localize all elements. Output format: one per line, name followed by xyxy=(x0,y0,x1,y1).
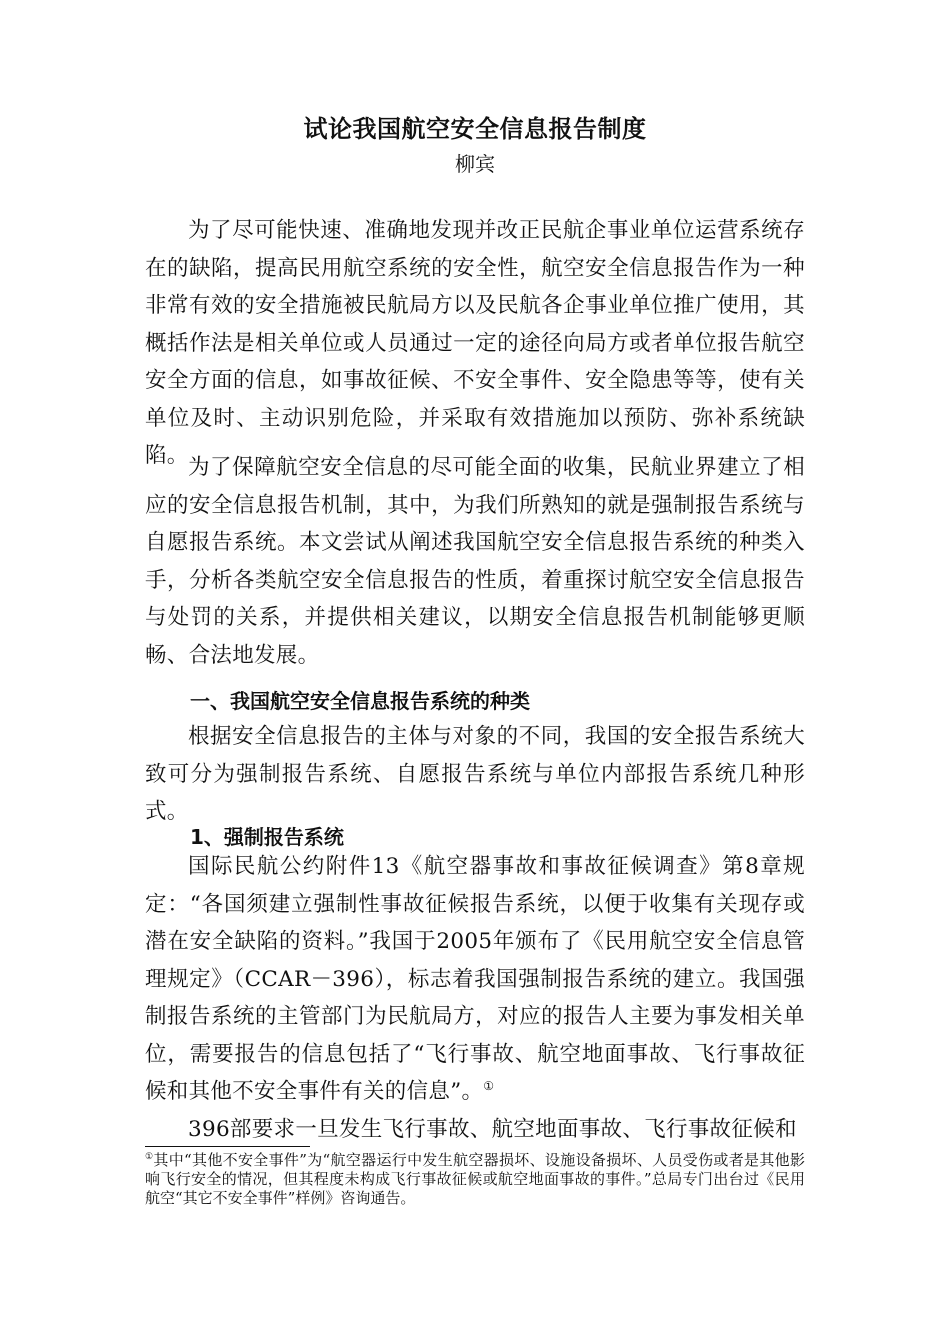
footnote-divider xyxy=(145,1146,310,1147)
subsection-heading: 1、强制报告系统 xyxy=(190,825,344,849)
section-paragraph xyxy=(145,718,805,831)
footnote-reference[interactable]: ① xyxy=(483,1078,495,1093)
paragraph-text: 为了尽可能快速、准确地发现并改正民航企事业单位运营系统存在的缺陷，提高民用航空系统的安全性，航空安全信息报告作为一种非常有效的安全措施被民航局方以及民航各企事业单位推广使用，其概括作法是相关单位或人员通过一定的途径向局方或者单位报告航空安全方面的信息，如事故征候、不安全事件、安全隐患等等，使有关单位及时、主动识别危险，并采取有效措施加以预防、弥补系统缺陷。 xyxy=(145,218,805,468)
footnote xyxy=(145,1151,805,1208)
subsection-paragraph-2: 396部要求一旦发生飞行事故、航空地面事故、飞行事故征候和 xyxy=(188,1116,797,1142)
section-heading: 一、我国航空安全信息报告系统的种类 xyxy=(190,689,530,713)
subsection-paragraph-1 xyxy=(145,848,805,1111)
subsection-paragraphs xyxy=(145,848,805,1148)
intro-paragraph-2 xyxy=(145,449,805,674)
paragraph-text: 为了保障航空安全信息的尽可能全面的收集，民航业界建立了相应的安全信息报告机制，其中，为我们所熟知的就是强制报告系统与自愿报告系统。本文尝试从阐述我国航空安全信息报告系统的种类入手，分析各类航空安全信息报告的性质，着重探讨航空安全信息报告与处罚的关系，并提供相关建议，以期安全信息报告机制能够更顺畅、合法地发展。 xyxy=(145,455,805,668)
document-title: 试论我国航空安全信息报告制度 xyxy=(303,115,647,143)
footnote-text: 其中“其他不安全事件”为“航空器运行中发生航空器损坏、设施设备损坏、人员受伤或者是其他影响飞行安全的情况，但其程度未构成飞行事故征候或航空地面事故的事件。”总局专门出台过《民用航空“其它不安全事件”样例》咨询通告。 xyxy=(145,1151,805,1207)
paragraph-text: 根据安全信息报告的主体与对象的不同，我国的安全报告系统大致可分为强制报告系统、自愿报告系统与单位内部报告系统几种形式。 xyxy=(145,724,805,824)
footnote-mark: ① xyxy=(145,1152,154,1162)
intro-paragraph-1 xyxy=(145,212,805,475)
document-author: 柳宾 xyxy=(455,152,495,176)
paragraph-text: 国际民航公约附件13《航空器事故和事故征候调查》第8章规定：“各国须建立强制性事故征候报告系统，以便于收集有关现存或潜在安全缺陷的资料。”我国于2005年颁布了《民用航空安全信息管理规定》（CCAR－396），标志着我国强制报告系统的建立。我国强制报告系统的主管部门为民航局方，对应的报告人主要为事发相关单位，需要报告的信息包括了“飞行事故、航空地面事故、飞行事故征候和其他不安全事件有关的信息”。 xyxy=(145,854,805,1104)
